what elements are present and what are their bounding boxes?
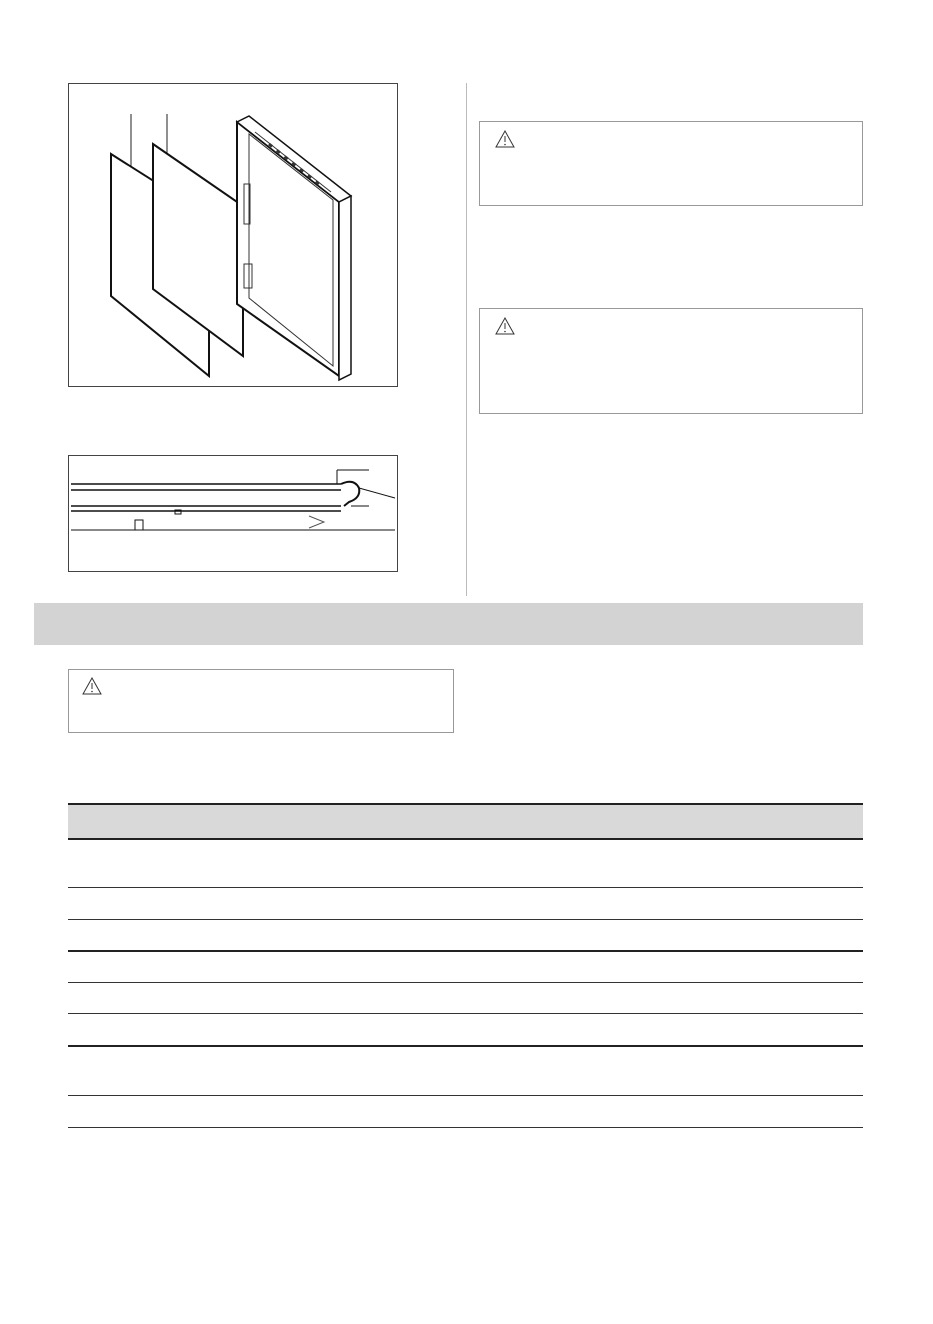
warning-triangle-icon bbox=[495, 130, 515, 148]
table-group-rule bbox=[68, 1045, 863, 1047]
table-row-rule bbox=[68, 1095, 863, 1096]
warning-box-3 bbox=[68, 669, 454, 733]
section-header-band bbox=[34, 603, 863, 645]
glass-cross-section-figure bbox=[68, 455, 398, 572]
oven-door-glass-panels-illustration bbox=[69, 84, 397, 386]
table-row-rule bbox=[68, 887, 863, 888]
table-row-rule bbox=[68, 1013, 863, 1014]
table-row-rule bbox=[68, 982, 863, 983]
table-row-rule bbox=[68, 919, 863, 920]
warning-box-2 bbox=[479, 308, 863, 414]
door-glass-cross-section-illustration bbox=[69, 456, 397, 571]
warning-triangle-icon bbox=[82, 677, 102, 695]
door-panels-figure bbox=[68, 83, 398, 387]
table-group-rule bbox=[68, 950, 863, 952]
table-header-rule bbox=[68, 838, 863, 840]
table-bottom-rule bbox=[68, 1127, 863, 1128]
warning-triangle-icon bbox=[495, 317, 515, 335]
warning-box-1 bbox=[479, 121, 863, 206]
troubleshooting-table bbox=[68, 803, 863, 1129]
column-divider bbox=[466, 83, 467, 596]
table-header-row bbox=[68, 805, 863, 838]
